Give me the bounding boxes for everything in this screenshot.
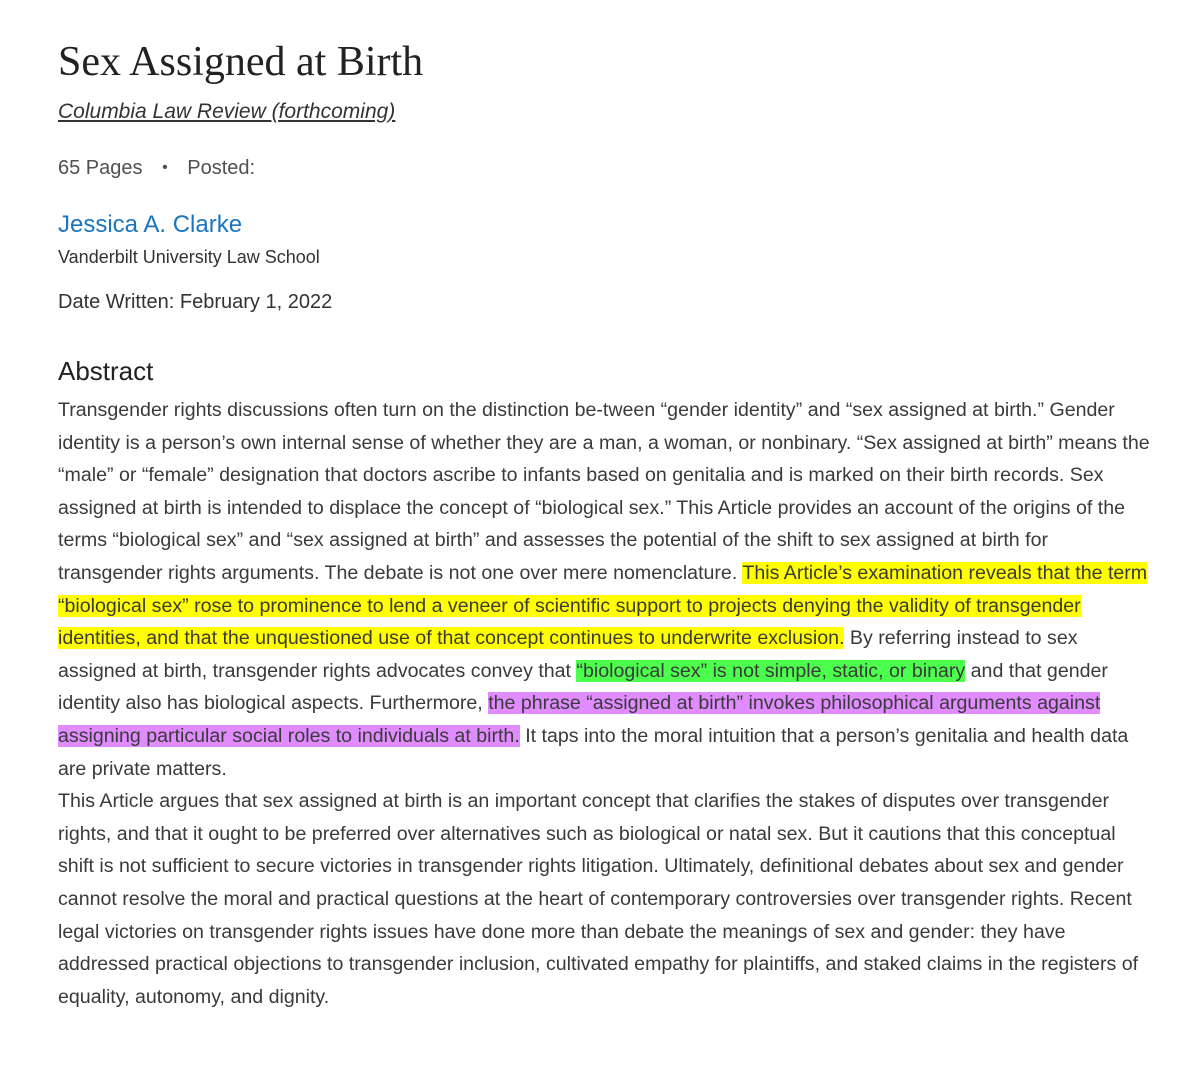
- abstract-text: Transgender rights discussions often turn on the distinction be-tween “gender identity” and “sex assigned at birth.” Gender identity is a person’s own internal sense of whether they are a man, a woman, or nonbinary. “Sex assigned at birth” means the “male” or “female” designation that doctors ascribe to infants based on genitalia and is marked on their birth records. Sex assigned at birth is intended to displace the concept of “biological sex.” This Article provides an account of the origins of the terms “biological sex” and “sex assigned at birth” and assesses the potential of the shift to sex assigned at birth for transgender rights arguments. The debate is not one over mere nomenclature.: [58, 399, 1150, 584]
- abstract-text: It taps into the moral intuition that a person’s genitalia and health data are private matters.: [58, 724, 1129, 780]
- abstract-paragraph-1: [58, 394, 1154, 785]
- page-count: 65 Pages: [58, 157, 143, 179]
- bullet-separator-icon: •: [162, 159, 168, 176]
- abstract-text: By referring instead to sex assigned at birth, transgender rights advocates convey that: [58, 627, 1078, 682]
- abstract-paragraph-2: This Article argues that sex assigned at birth is an important concept that clarifies the stakes of disputes over transgender rights, and that it ought to be preferred over alternatives such as biological or natal sex. But it cautions that this conceptual shift is not sufficient to secure victories in transgender rights litigation. Ultimately, definitional debates about sex and gender cannot resolve the moral and practical questions at the heart of contemporary controversies over transgender rights. Recent legal victories on transgender rights issues have done more than debate the meanings of sex and gender: they have addressed practical objections to transgender inclusion, cultivated empathy for plaintiffs, and staked claims in the registers of equality, autonomy, and dignity.: [58, 790, 1139, 1008]
- date-written: Date Written: February 1, 2022: [58, 291, 333, 313]
- abstract-text: and that gender identity also has biological aspects. Furthermore,: [58, 659, 1108, 715]
- highlight-purple: the phrase “assigned at birth” invokes philosophical arguments against assigning particular social roles to individuals at birth.: [58, 692, 1101, 747]
- paper-page: [58, 36, 1158, 1013]
- paper-title: Sex Assigned at Birth: [58, 39, 424, 85]
- paper-meta: [58, 154, 1158, 182]
- posted-label: Posted:: [187, 157, 256, 179]
- author-affiliation: Vanderbilt University Law School: [58, 247, 320, 267]
- journal-link[interactable]: Columbia Law Review (forthcoming): [58, 100, 396, 123]
- highlight-green: “biological sex” is not simple, static, or binary: [576, 659, 966, 682]
- abstract-heading: Abstract: [58, 356, 154, 386]
- abstract-body: [58, 394, 1154, 1013]
- highlight-yellow: This Article’s examination reveals that the term “biological sex” rose to prominence to lend a veneer of scientific support to projects denying the validity of transgender identities, and that the unquestioned use of that concept continues to underwrite exclusion.: [58, 561, 1148, 650]
- author-link[interactable]: Jessica A. Clarke: [58, 211, 243, 238]
